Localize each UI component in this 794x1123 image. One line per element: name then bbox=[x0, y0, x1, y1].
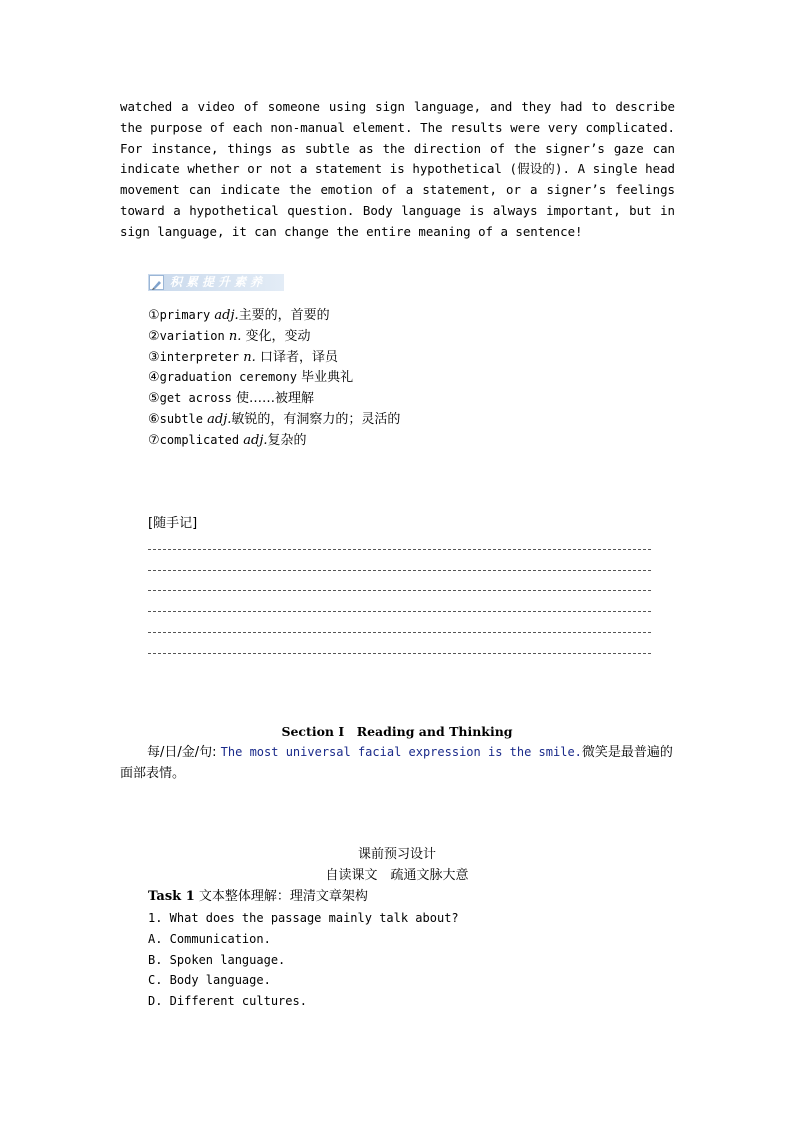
daily-sentence-chinese: 微笑是最普遍的面部表情。 bbox=[120, 745, 673, 781]
note-line bbox=[148, 611, 651, 612]
daily-sentence bbox=[120, 742, 675, 784]
vocabulary-list bbox=[148, 305, 400, 451]
vocab-item: ④graduation ceremony 毕业典礼 bbox=[148, 370, 354, 386]
option-a: A. Communication. bbox=[148, 932, 271, 946]
question-text: 1. What does the passage mainly talk about? bbox=[148, 911, 459, 925]
task-title: 文本整体理解：理清文章架构 bbox=[198, 889, 368, 904]
vocab-item: ①primary adj.主要的，首要的 bbox=[148, 308, 330, 323]
preview-heading: 课前预习设计 bbox=[357, 847, 436, 862]
vocab-item: ②variation n. 变化，变动 bbox=[148, 328, 311, 344]
daily-sentence-english: The most universal facial expression is the smile. bbox=[220, 745, 582, 759]
vocab-item: ③interpreter n. 口译者，译员 bbox=[148, 349, 338, 365]
task-label: Task 1 bbox=[148, 889, 195, 904]
section-title: Section Ⅰ Reading and Thinking bbox=[281, 724, 513, 739]
vocab-item: ⑥subtle adj.敏锐的，有洞察力的；灵活的 bbox=[148, 411, 401, 427]
option-b: B. Spoken language. bbox=[148, 953, 286, 967]
pen-icon bbox=[149, 275, 164, 290]
option-d: D. Different cultures. bbox=[148, 994, 307, 1008]
passage-paragraph: watched a video of someone using sign language, and they had to describe the purpose of each non-manual element. The results were very complicated. For instance, things as subtle as the direction of the signer’s gaze can indicate whether or not a statement is hypothetical (假设的). A single head movement can indicate the emotion of a statement, or a signer’s feelings toward a hypothetical question. Body language is always important, but in sign language, it can change the entire meaning of a sentence! bbox=[120, 99, 675, 239]
accumulate-badge bbox=[148, 274, 284, 291]
note-line bbox=[148, 653, 651, 654]
note-line bbox=[148, 570, 651, 571]
accumulate-badge-label: 积累提升素养 bbox=[170, 275, 267, 289]
daily-sentence-label: 每/日/金/句: bbox=[147, 745, 217, 760]
vocab-item: ⑤get across 使……被理解 bbox=[148, 391, 315, 407]
preview-subheading: 自读课文 疏通文脉大意 bbox=[325, 868, 469, 883]
notes-label: [随手记] bbox=[148, 516, 198, 531]
task-heading bbox=[148, 887, 368, 907]
vocab-item: ⑦complicated adj.复杂的 bbox=[148, 432, 307, 448]
option-c: C. Body language. bbox=[148, 973, 271, 987]
note-line bbox=[148, 632, 651, 633]
note-line bbox=[148, 590, 651, 591]
note-line bbox=[148, 549, 651, 550]
